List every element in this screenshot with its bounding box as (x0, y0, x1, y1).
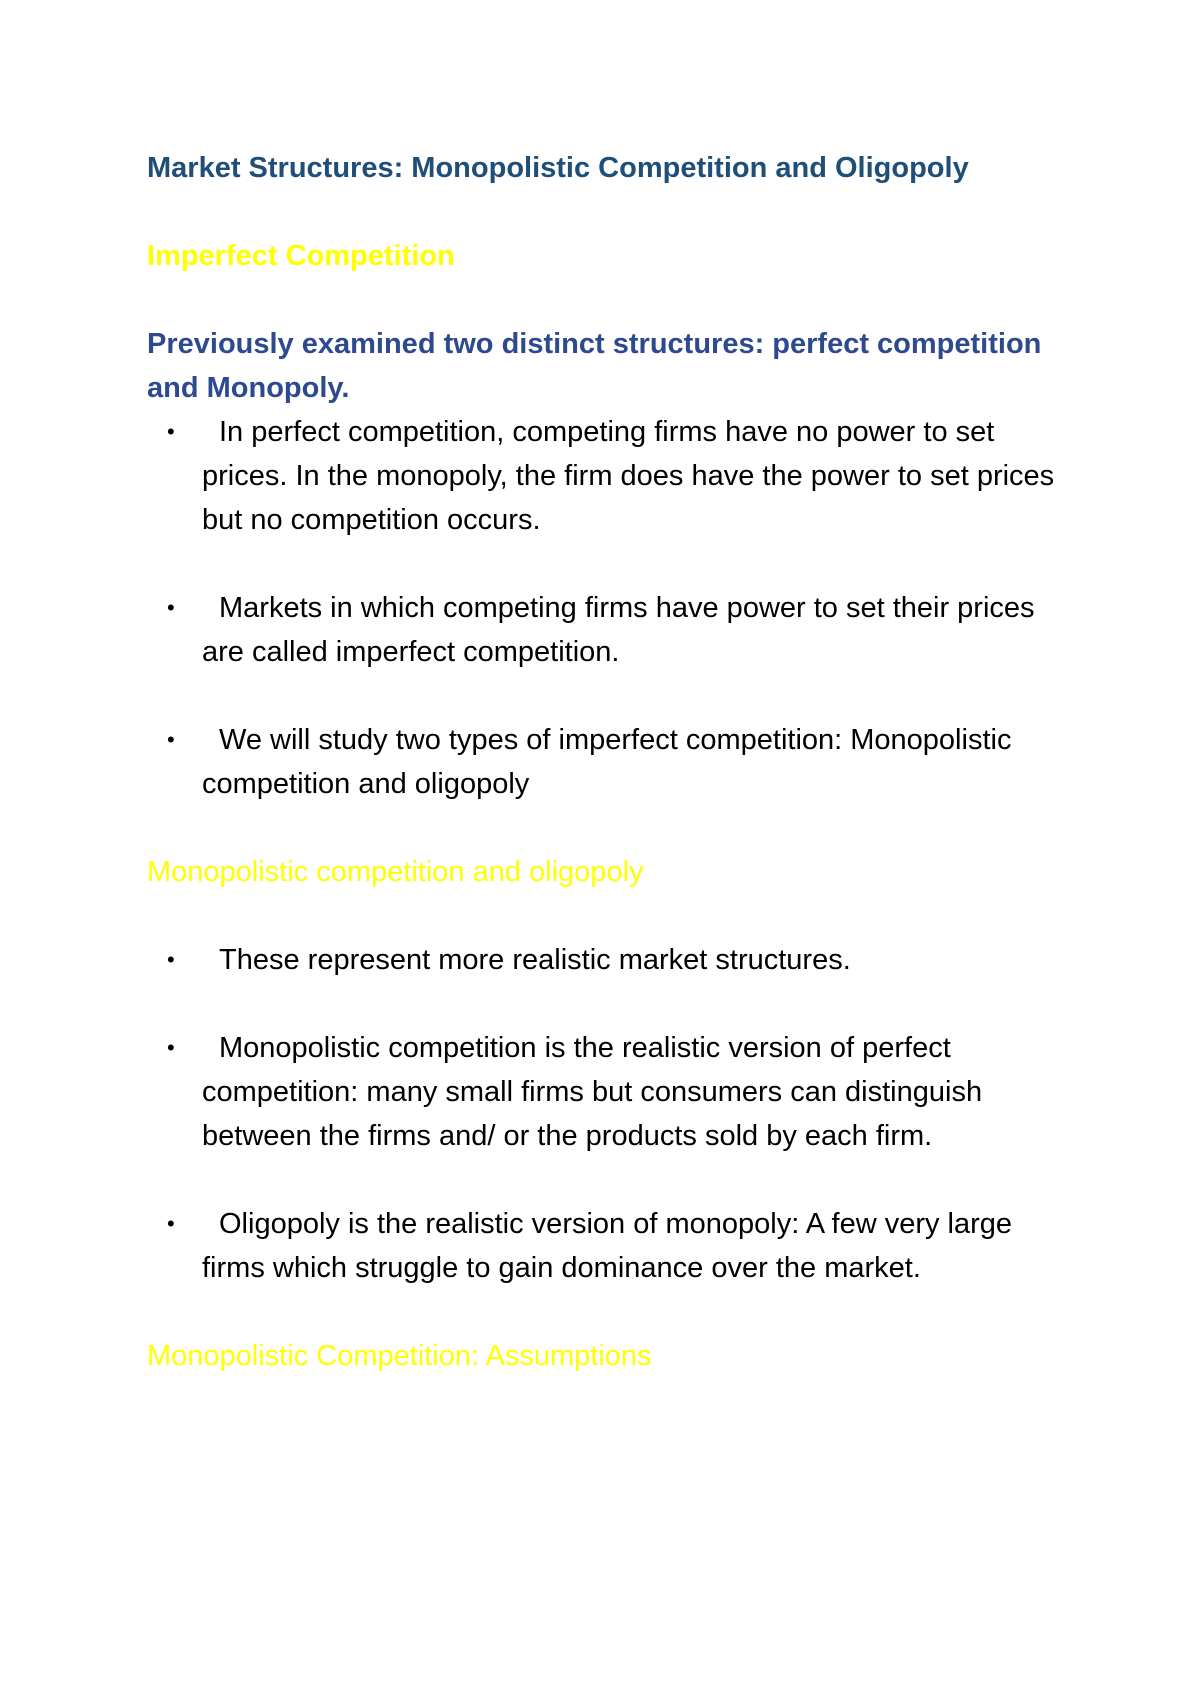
list-item (147, 718, 1077, 806)
bullet-icon: • (167, 727, 175, 752)
spacer (147, 674, 1077, 718)
spacer (147, 542, 1077, 586)
bullet-list-imperfect-competition (147, 410, 1077, 806)
list-item-text: In perfect competition, competing firms have no power to set prices. In the monopoly, the firm does have the power to set prices but no competition occurs. (202, 416, 1055, 536)
list-item (147, 586, 1077, 674)
list-item (147, 938, 1077, 982)
spacer (147, 190, 1077, 234)
spacer (147, 806, 1077, 850)
bullet-icon: • (167, 1211, 175, 1236)
bullet-icon: • (167, 419, 175, 444)
document-content (147, 146, 1077, 1378)
spacer (147, 1158, 1077, 1202)
list-item (147, 1202, 1077, 1290)
bullet-icon: • (167, 595, 175, 620)
section-heading-assumptions: Monopolistic Competition: Assumptions (147, 1340, 652, 1372)
list-item (147, 410, 1077, 542)
spacer (147, 982, 1077, 1026)
bullet-list-monopolistic-and-oligopoly (147, 938, 1077, 1290)
spacer (147, 278, 1077, 322)
list-item-text: These represent more realistic market structures. (219, 944, 851, 976)
spacer (147, 1290, 1077, 1334)
section-heading-imperfect-competition: Imperfect Competition (147, 240, 455, 272)
list-item (147, 1026, 1077, 1158)
list-item-text: We will study two types of imperfect competition: Monopolistic competition and oligopoly (202, 724, 1012, 800)
section-heading-monopolistic-and-oligopoly: Monopolistic competition and oligopoly (147, 856, 644, 888)
bullet-icon: • (167, 1035, 175, 1060)
list-item-text: Monopolistic competition is the realistic version of perfect competition: many small firms but consumers can distinguish between the firms and/ or the products sold by each firm. (202, 1032, 983, 1152)
section-intro: Previously examined two distinct structures: perfect competition and Monopoly. (147, 328, 1042, 404)
bullet-icon: • (167, 947, 175, 972)
document-title: Market Structures: Monopolistic Competition and Oligopoly (147, 152, 969, 184)
list-item-text: Oligopoly is the realistic version of monopoly: A few very large firms which struggle to gain dominance over the market. (202, 1208, 1013, 1284)
list-item-text: Markets in which competing firms have power to set their prices are called imperfect competition. (202, 592, 1035, 668)
spacer (147, 894, 1077, 938)
